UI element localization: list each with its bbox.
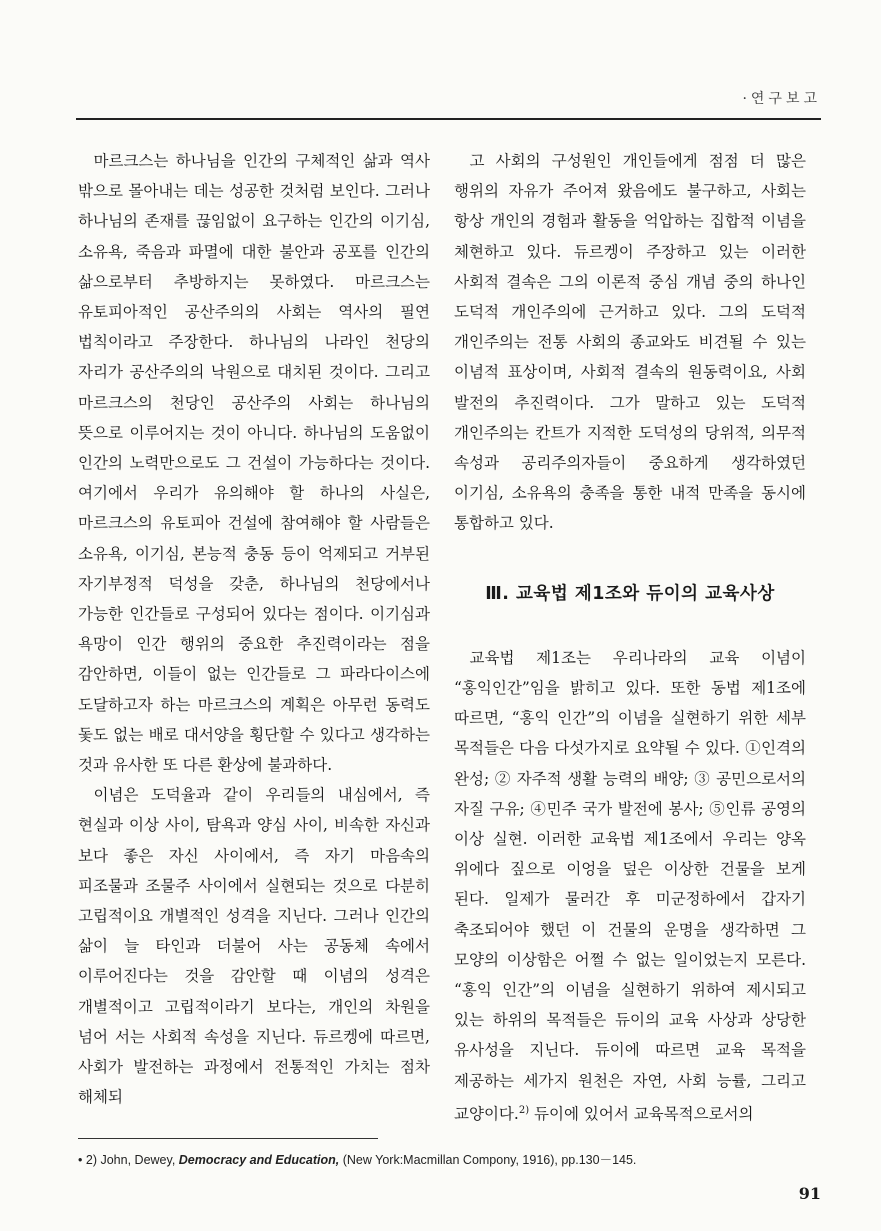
header-rule — [76, 118, 821, 120]
body-paragraph-continued: 고 사회의 구성원인 개인들에게 점점 더 많은 행위의 자유가 주어져 왔음에도 불구하고, 사회는 항상 개인의 경험과 활동을 억압하는 집합적 이념을 체현하고 있다. 듀르켕이 주장하고 있는 이러한 사회적 결속은 그의 이론적 중심 개념 중의 하나인 도덕적 개인주의에 근거하고 있다. 그의 도덕적 개인주의는 전통 사회의 종교와도 비견될 수 있는 이념적 표상이며, 사회적 결속의 원동력이요, 사회 발전의 추진력이다. 그가 말하고 있는 도덕적 개인주의는 칸트가 지적한 도덕성의 당위적, 의무적 속성과 공리주의자들이 중요하게 생각하였던 이기심, 소유욕의 충족을 통한 내적 만족을 동시에 통합하고 있다. — [454, 152, 806, 533]
footnote-number: 2) — [85, 1153, 97, 1167]
page-number: 91 — [798, 1184, 821, 1203]
footnote — [78, 1150, 838, 1168]
left-column — [78, 146, 430, 1113]
footnote-authors: John, Dewey, — [100, 1153, 176, 1167]
running-header: ·연구보고 — [742, 91, 821, 107]
footnote-details: (New York:Macmillan Compony, 1916), pp.130－145. — [342, 1153, 637, 1167]
body-text: 교육법 제1조는 우리나라의 교육 이념이 “홍익인간”임을 밝히고 있다. 또한 동법 제1조에 따르면, “홍익 인간”의 이념을 실현하기 위한 세부 목적들은 다음 다섯가지로 요약될 수 있다. ①인격의 완성; ② 자주적 생활 능력의 배양; ③ 공민으로서의 자질 구유; ④민주 국가 발전에 봉사; ⑤인류 공영의 이상 실현. 이러한 교육법 제1조에서 우리는 양옥 위에다 짚으로 이엉을 덮은 이상한 건물을 보게 된다. 일제가 물러간 후 미군정하에서 갑자기 축조되어야 했던 이 건물의 운명을 생각하면 그 모양의 이상함은 어쩔 수 없는 일이었는지 모른다. “홍익 인간”의 이념을 실현하기 위하여 제시되고 있는 하위의 목적들은 듀이의 교육 사상과 상당한 유사성을 지닌다. 듀이에 따르면 교육 목적을 제공하는 세가지 원천은 자연, 사회 능률, 그리고 교양이다. — [454, 648, 806, 1124]
right-column — [454, 146, 806, 1129]
footnote-reference: 2) — [518, 1104, 530, 1116]
section-heading: Ⅲ. 교육법 제1조와 듀이의 교육사상 — [485, 583, 775, 604]
body-text-tail: 듀이에 있어서 교육목적으로서의 — [529, 1105, 754, 1124]
footnote-book-title: Democracy and Education, — [178, 1153, 340, 1167]
body-paragraph: 마르크스는 하나님을 인간의 구체적인 삶과 역사 밖으로 몰아내는 데는 성공한 것처럼 보인다. 그러나 하나님의 존재를 끊임없이 요구하는 인간의 이기심, 소유욕, 죽음과 파멸에 대한 불안과 공포를 인간의 삶으로부터 추방하지는 못하였다. 마르크스는 유토피아적인 공산주의의 사회는 역사의 필연 법칙이라고 주장한다. 하나님의 나라인 천당의 자리가 공산주의의 낙원으로 대치된 것이다. 그리고 마르크스의 천당인 공산주의 사회는 하나님의 뜻으로 이루어지는 것이 아니다. 하나님의 도움없이 인간의 노력만으로도 그 건설이 가능하다는 것이다. 여기에서 우리가 유의해야 할 하나의 사실은, 마르크스의 유토피아 건설에 참여해야 할 사람들은 소유욕, 이기심, 본능적 충동 등이 억제되고 거부된 자기부정적 덕성을 갖춘, 하나님의 천당에서나 가능한 인간들로 구성되어 있다는 점이다. 이기심과 욕망이 인간 행위의 중요한 추진력이라는 점을 감안하면, 이들이 없는 인간들로 그 파라다이스에 도달하고자 하는 마르크스의 계획은 아무런 동력도 돛도 없는 배로 대서양을 횡단할 수 있다고 생각하는 것과 유사한 또 다른 환상에 불과하다. — [78, 152, 430, 775]
body-paragraph — [454, 643, 806, 1129]
body-paragraph: 이념은 도덕율과 같이 우리들의 내심에서, 즉 현실과 이상 사이, 탐욕과 양심 사이, 비속한 자신과 보다 좋은 자신 사이에서, 즉 자기 마음속의 피조물과 조물주 사이에서 실현되는 것으로 다분히 고립적이요 개별적인 성격을 지닌다. 그러나 인간의 삶이 늘 타인과 더불어 사는 공동체 속에서 이루어진다는 것을 감안할 때 이념의 성격은 개별적이고 고립적이라기 보다는, 개인의 차원을 넘어 서는 사회적 속성을 지닌다. 듀르켕에 따르면, 사회가 발전하는 과정에서 전통적인 가치는 점차 해체되 — [78, 786, 430, 1107]
footnote-marker: • — [78, 1153, 83, 1167]
footnote-rule — [78, 1138, 378, 1139]
